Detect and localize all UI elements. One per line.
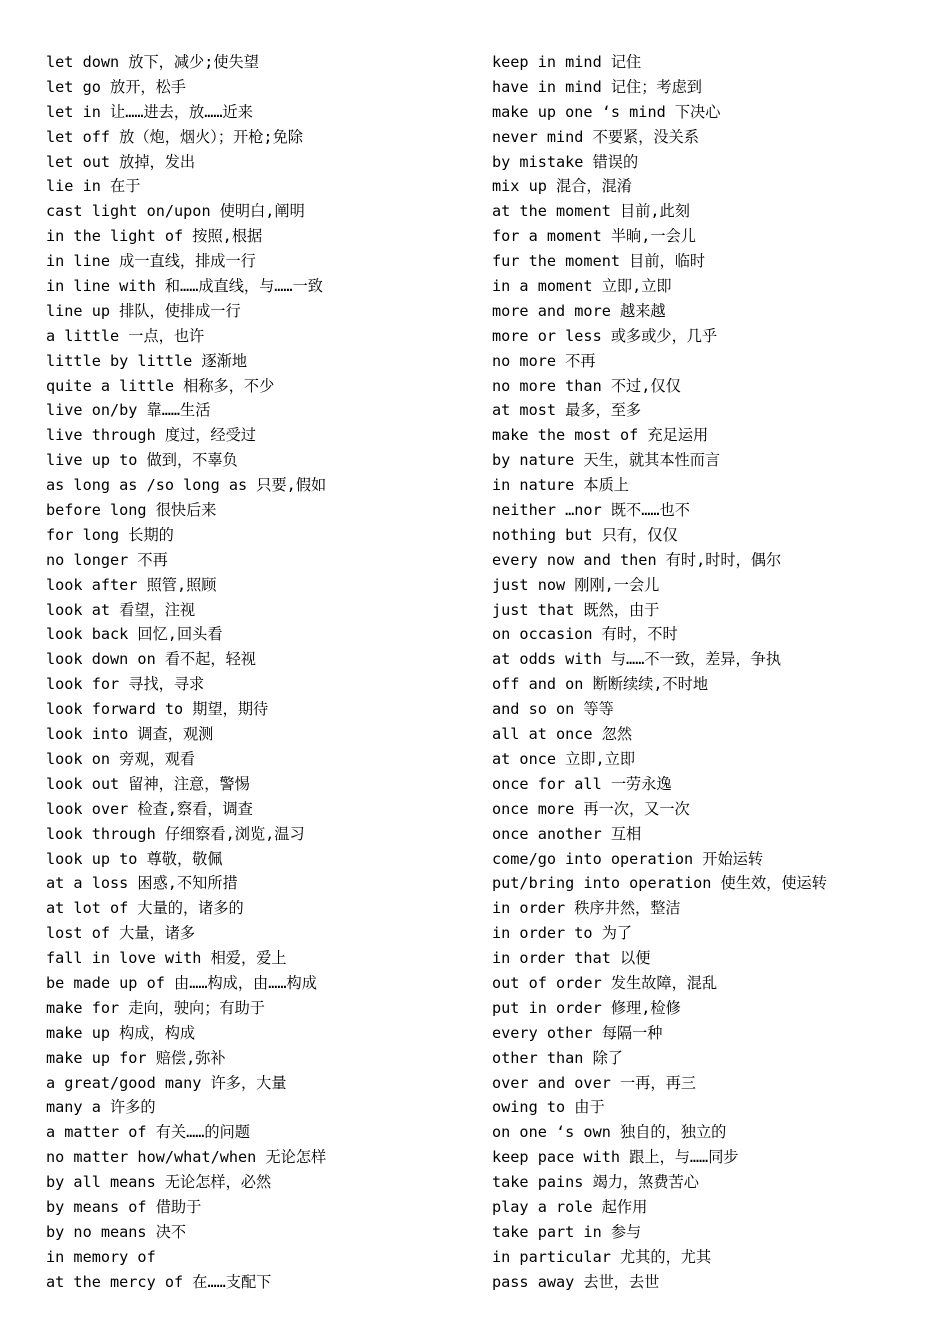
phrase-entry: by means of 借助于 <box>46 1197 202 1216</box>
phrase-entry: keep in mind 记住 <box>492 53 642 71</box>
phrase-entry: at most 最多，至多 <box>492 401 642 420</box>
phrase-entry: owing to 由于 <box>492 1098 605 1117</box>
phrase-entry: look up to 尊敬，敬佩 <box>46 849 223 868</box>
phrase-entry: little by little 逐渐地 <box>46 351 248 370</box>
phrase-entry: no longer 不再 <box>46 550 168 569</box>
phrase-entry: lost of 大量，诸多 <box>46 924 196 943</box>
phrase-entry: make the most of 充足运用 <box>492 426 709 445</box>
phrase-entry: no more than 不过,仅仅 <box>492 376 681 395</box>
phrase-entry: by no means 决不 <box>46 1222 187 1241</box>
phrase-entry: over and over 一再，再三 <box>492 1073 696 1092</box>
phrase-entry: put/bring into operation 使生效，使运转 <box>492 874 827 893</box>
phrase-entry: make up one ‘s mind 下决心 <box>492 102 721 121</box>
phrase-entry: in the light of 按照,根据 <box>46 227 263 246</box>
phrase-entry: as long as /so long as 只要,假如 <box>46 476 327 495</box>
phrase-entry: other than 除了 <box>492 1048 623 1067</box>
phrase-entry: look for 寻找，寻求 <box>46 675 205 694</box>
phrase-entry: pass away 去世，去世 <box>492 1272 660 1291</box>
phrase-entry: at odds with 与……不一致，差异，争执 <box>492 650 782 669</box>
phrase-entry: mix up 混合，混淆 <box>492 177 632 196</box>
phrase-entry: fur the moment 目前，临时 <box>492 252 706 271</box>
phrase-entry: take part in 参与 <box>492 1222 642 1241</box>
phrase-entry: a little 一点，也许 <box>46 326 205 345</box>
phrase-entry: live through 度过，经受过 <box>46 426 256 445</box>
phrase-entry: look through 仔细察看,浏览,温习 <box>46 824 305 843</box>
phrase-entry: in line 成一直线，排成一行 <box>46 252 256 271</box>
phrase-entry: never mind 不要紧，没关系 <box>492 127 699 146</box>
phrase-entry: be made up of 由……构成，由……构成 <box>46 973 317 992</box>
phrase-entry: neither …nor 既不……也不 <box>492 501 690 520</box>
phrase-entry: fall in love with 相爱，爱上 <box>46 949 287 968</box>
phrase-entry: make for 走向，驶向；有助于 <box>46 998 265 1017</box>
phrase-entry: at the moment 目前,此刻 <box>492 202 690 221</box>
phrase-entry: make up for 赔偿,弥补 <box>46 1048 226 1067</box>
phrase-entry: look over 检查,察看，调查 <box>46 799 253 818</box>
phrase-entry: a great/good many 许多，大量 <box>46 1073 287 1092</box>
phrase-entry: live up to 做到，不辜负 <box>46 451 238 470</box>
phrase-entry: look out 留神，注意，警惕 <box>46 774 250 793</box>
phrase-entry: come/go into operation 开始运转 <box>492 849 764 868</box>
phrase-entry: line up 排队，使排成一行 <box>46 301 241 320</box>
phrase-entry: just now 刚刚,一会儿 <box>492 575 660 594</box>
phrase-entry: at once 立即,立即 <box>492 749 636 768</box>
phrase-entry: cast light on/upon 使明白,阐明 <box>46 202 305 221</box>
phrase-entry: let out 放掉，发出 <box>46 152 196 171</box>
phrase-entry: a matter of 有关……的问题 <box>46 1123 250 1142</box>
phrase-entry: on one ‘s own 独自的，独立的 <box>492 1123 727 1142</box>
phrase-entry: no matter how/what/when 无论怎样 <box>46 1148 327 1167</box>
phrase-entry: in a moment 立即,立即 <box>492 277 672 296</box>
phrase-entry: out of order 发生故障，混乱 <box>492 973 718 992</box>
phrase-entry: look after 照管,照顾 <box>46 575 217 594</box>
phrase-entry: take pains 竭力，煞费苦心 <box>492 1173 699 1192</box>
phrase-entry: put in order 修理,检修 <box>492 998 681 1017</box>
phrase-entry: on occasion 有时，不时 <box>492 625 678 644</box>
phrase-entry: in particular 尤其的，尤其 <box>492 1247 712 1266</box>
left-phrase-column <box>46 50 476 1295</box>
phrase-entry: look on 旁观，观看 <box>46 749 196 768</box>
phrase-entry: nothing but 只有，仅仅 <box>492 525 678 544</box>
phrase-entry: in line with 和……成直线，与……一致 <box>46 277 323 296</box>
phrase-entry: have in mind 记住；考虑到 <box>492 77 702 96</box>
phrase-entry: once another 互相 <box>492 824 642 843</box>
phrase-entry: in order that 以便 <box>492 949 651 968</box>
phrase-entry: look at 看望，注视 <box>46 600 196 619</box>
phrase-entry: let off 放（炮，烟火）；开枪;免除 <box>46 127 303 146</box>
phrase-entry: for a moment 半晌,一会儿 <box>492 227 696 246</box>
phrase-entry: by mistake 错误的 <box>492 152 639 171</box>
phrase-entry: at a loss 困惑,不知所措 <box>46 874 238 893</box>
phrase-entry: all at once 忽然 <box>492 725 633 744</box>
phrase-entry: in memory of <box>46 1247 156 1266</box>
phrase-entry: just that 既然，由于 <box>492 600 660 619</box>
phrase-entry: once for all 一劳永逸 <box>492 774 672 793</box>
phrase-entry: by nature 天生，就其本性而言 <box>492 451 721 470</box>
phrase-entry: every other 每隔一种 <box>492 1023 663 1042</box>
phrase-entry: make up 构成，构成 <box>46 1023 196 1042</box>
phrase-entry: by all means 无论怎样，必然 <box>46 1173 272 1192</box>
phrase-entry: lie in 在于 <box>46 177 141 196</box>
phrase-entry: for long 长期的 <box>46 525 174 544</box>
phrase-entry: live on/by 靠……生活 <box>46 401 211 420</box>
phrase-entry: let down 放下，减少;使失望 <box>46 53 259 71</box>
phrase-entry: look forward to 期望，期待 <box>46 700 269 719</box>
phrase-entry: look back 回忆,回头看 <box>46 625 223 644</box>
phrase-entry: play a role 起作用 <box>492 1197 648 1216</box>
phrase-entry: let in 让……进去，放……近来 <box>46 102 253 121</box>
phrase-entry: let go 放开，松手 <box>46 77 186 96</box>
phrase-entry: off and on 断断续续,不时地 <box>492 675 709 694</box>
phrase-entry: quite a little 相称多，不少 <box>46 376 275 395</box>
phrase-entry: in order 秩序井然，整洁 <box>492 899 681 918</box>
right-phrase-column <box>492 50 937 1295</box>
phrase-entry: at lot of 大量的，诸多的 <box>46 899 244 918</box>
phrase-entry: many a 许多的 <box>46 1098 156 1117</box>
phrase-entry: more or less 或多或少，几乎 <box>492 326 718 345</box>
phrase-entry: and so on 等等 <box>492 700 614 719</box>
phrase-entry: more and more 越来越 <box>492 301 666 320</box>
phrase-entry: before long 很快后来 <box>46 501 217 520</box>
phrase-entry: in order to 为了 <box>492 924 633 943</box>
phrase-entry: every now and then 有时,时时，偶尔 <box>492 550 782 569</box>
phrase-entry: in nature 本质上 <box>492 476 629 495</box>
phrase-entry: keep pace with 跟上，与……同步 <box>492 1148 739 1167</box>
phrase-entry: no more 不再 <box>492 351 596 370</box>
phrase-entry: look down on 看不起，轻视 <box>46 650 256 669</box>
phrase-entry: once more 再一次，又一次 <box>492 799 690 818</box>
phrase-entry: at the mercy of 在……支配下 <box>46 1272 272 1291</box>
phrase-entry: look into 调查，观测 <box>46 725 214 744</box>
